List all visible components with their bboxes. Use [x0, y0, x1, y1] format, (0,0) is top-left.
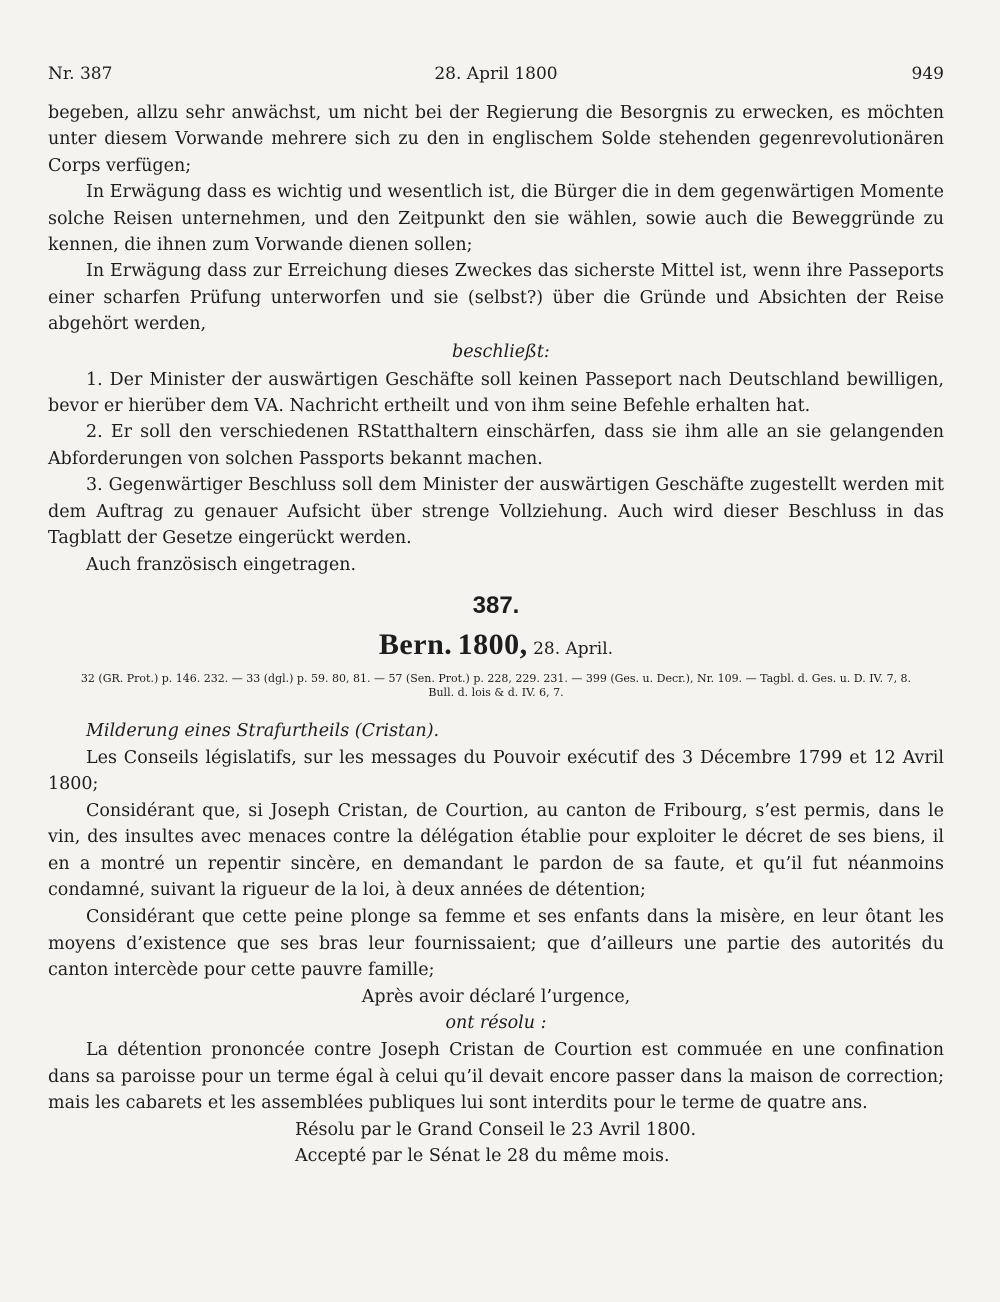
german-paragraph-2: In Erwägung dass es wichtig und wesentlich ist, die Bürger die in dem gegenwärtigen Momente solche Reisen unternehmen, und den Zeitpunkt den sie wählen, sowie auch die Beweggründe zu kennen, die ihnen zum Vorwande dienen sollen;: [48, 182, 944, 256]
entry-title: Milderung eines Strafurtheils (Cristan).: [86, 720, 440, 741]
article-1: 1. Der Minister der auswärtigen Geschäfte soll keinen Passeport nach Deutschland bewilligen, bevor er hierüber dem VA. Nachricht ertheilt und von ihm seine Befehle erhalten hat.: [48, 369, 944, 417]
header-date: 28. April 1800: [434, 64, 558, 84]
resolved-heading: ont résolu :: [445, 1013, 547, 1034]
french-paragraph-1: Les Conseils législatifs, sur les messages du Pouvoir exécutif des 3 Décembre 1799 et 12 Avril 1800;: [48, 747, 944, 795]
german-paragraph-3: In Erwägung dass zur Erreichung dieses Zweckes das sicherste Mittel ist, wenn ihre Passeports einer scharfen Prüfung unterworfen und sie (selbst?) über die Gründe und Absichten der Reise abgehört werden,: [48, 261, 944, 335]
entry-date: 28. April.: [533, 638, 614, 659]
running-header: [48, 64, 944, 90]
source-references: [48, 672, 944, 700]
entry-number: 387.: [472, 591, 520, 619]
urgency-declaration: Après avoir déclaré l’urgence,: [361, 986, 631, 1007]
entry-year: 1800,: [457, 627, 528, 661]
article-3: 3. Gegenwärtiger Beschluss soll dem Minister der auswärtigen Geschäfte zugestellt werden mit dem Auftrag zu genauer Aufsicht über strenge Vollziehung. Auch wird dieser Beschluss in das Tagblatt der Gesetze eingerückt werden.: [48, 475, 944, 549]
french-paragraph-4: La détention prononcée contre Joseph Cristan de Courtion est commuée en une confination dans sa paroisse pour un terme égal à celui qu’il devait encore passer dans la maison de correction; mais les cabarets et les assemblées publiques lui sont interdits pour le terme de quatre ans.: [48, 1040, 944, 1114]
references-line-2: Bull. d. lois & d. IV. 6, 7.: [428, 685, 564, 699]
registration-note: Auch französisch eingetragen.: [86, 554, 357, 575]
french-paragraph-2: Considérant que, si Joseph Cristan, de Courtion, au canton de Fribourg, s’est permis, dans le vin, des insultes avec menaces contre la délégation établie pour exploiter le décret de ses biens, il en a montré un repentir sincère, en demandant le pardon de sa faute, et qu’il fut néanmoins condamné, suivant la rigueur de la loi, à deux années de détention;: [48, 800, 944, 901]
french-paragraph-3: Considérant que cette peine plonge sa femme et ses enfants dans la misère, en leur ôtant les moyens d’existence que ses bras leur fournissaient; que d’ailleurs une partie des autorités du canton intercède pour cette pauvre famille;: [48, 907, 944, 981]
senate-acceptance: Accepté par le Sénat le 28 du même mois.: [295, 1146, 670, 1167]
references-line-1: 32 (GR. Prot.) p. 146. 232. — 33 (dgl.) p. 59. 80, 81. — 57 (Sen. Prot.) p. 228, 229. 231. — 399 (Ges. u. Decr.), Nr. 109. — Tagbl. d. Ges. u. D. IV. 7, 8.: [80, 671, 912, 685]
resolution-heading: beschließt:: [452, 341, 550, 362]
grand-council-resolution: Résolu par le Grand Conseil le 23 Avril 1800.: [295, 1119, 697, 1140]
french-section: [48, 718, 944, 1170]
entry-place: Bern.: [378, 627, 453, 661]
page-number: 949: [911, 64, 944, 84]
page-body: [48, 100, 944, 1170]
german-paragraph-1: begeben, allzu sehr anwächst, um nicht bei der Regierung die Besorgnis zu erwecken, es möchten unter diesem Vorwande mehrere sich zu den in englischem Solde stehenden gegenrevolutionären Corps verfügen;: [48, 103, 944, 176]
entry-place-date: [48, 628, 944, 666]
article-2: 2. Er soll den verschiedenen RStatthaltern einschärfen, dass sie ihm alle an sie gelangenden Abforderungen von solchen Passports bekannt machen.: [48, 422, 944, 469]
header-number: Nr. 387: [48, 64, 113, 84]
